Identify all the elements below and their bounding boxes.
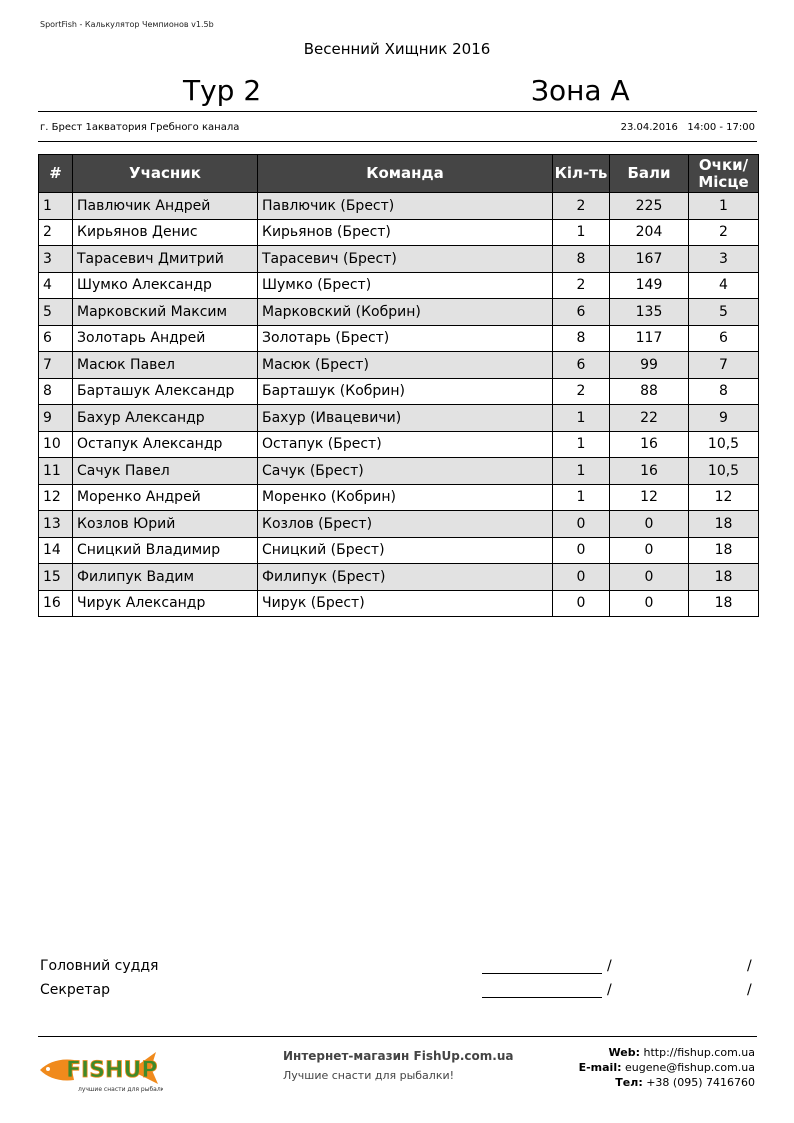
place-value: 10,5 <box>689 458 759 485</box>
catch-count: 8 <box>553 246 610 273</box>
catch-count: 0 <box>553 511 610 538</box>
points-value: 204 <box>610 219 689 246</box>
participant-name: Тарасевич Дмитрий <box>73 246 258 273</box>
team-name: Шумко (Брест) <box>258 272 553 299</box>
table-row <box>39 352 759 379</box>
team-name: Барташук (Кобрин) <box>258 378 553 405</box>
time-text: 14:00 - 17:00 <box>687 122 755 133</box>
team-name: Чирук (Брест) <box>258 590 553 617</box>
team-name: Остапук (Брест) <box>258 431 553 458</box>
table-row <box>39 272 759 299</box>
catch-count: 8 <box>553 325 610 352</box>
judge-slash-2: / <box>747 958 752 974</box>
subheader-divider <box>38 141 757 142</box>
row-number: 11 <box>39 458 73 485</box>
points-value: 0 <box>610 564 689 591</box>
points-value: 88 <box>610 378 689 405</box>
table-row <box>39 484 759 511</box>
points-value: 16 <box>610 458 689 485</box>
phone-label: Тел: <box>615 1076 643 1089</box>
place-value: 7 <box>689 352 759 379</box>
zone-title: Зона А <box>531 74 630 107</box>
participant-name: Моренко Андрей <box>73 484 258 511</box>
row-number: 13 <box>39 511 73 538</box>
row-number: 14 <box>39 537 73 564</box>
table-header-row <box>39 155 759 193</box>
email-link[interactable]: eugene@fishup.com.ua <box>624 1061 755 1074</box>
team-name: Тарасевич (Брест) <box>258 246 553 273</box>
team-name: Филипук (Брест) <box>258 564 553 591</box>
judge-label: Головний суддя <box>40 958 159 974</box>
catch-count: 2 <box>553 193 610 220</box>
row-number: 1 <box>39 193 73 220</box>
team-name: Козлов (Брест) <box>258 511 553 538</box>
date-time <box>621 122 755 133</box>
participant-name: Кирьянов Денис <box>73 219 258 246</box>
catch-count: 1 <box>553 458 610 485</box>
place-value: 18 <box>689 537 759 564</box>
tour-title: Тур 2 <box>183 74 262 107</box>
header-number: # <box>39 155 73 193</box>
points-value: 167 <box>610 246 689 273</box>
fishup-logo <box>38 1040 163 1095</box>
place-value: 18 <box>689 511 759 538</box>
points-value: 0 <box>610 537 689 564</box>
catch-count: 1 <box>553 219 610 246</box>
place-value: 18 <box>689 564 759 591</box>
catch-count: 1 <box>553 431 610 458</box>
team-name: Павлючик (Брест) <box>258 193 553 220</box>
participant-name: Филипук Вадим <box>73 564 258 591</box>
contacts-block <box>579 1045 755 1090</box>
email-contact <box>579 1060 755 1075</box>
team-name: Золотарь (Брест) <box>258 325 553 352</box>
row-number: 15 <box>39 564 73 591</box>
points-value: 0 <box>610 511 689 538</box>
team-name: Масюк (Брест) <box>258 352 553 379</box>
participant-name: Шумко Александр <box>73 272 258 299</box>
row-number: 2 <box>39 219 73 246</box>
secretary-signature-line <box>482 997 602 998</box>
phone-contact <box>579 1075 755 1090</box>
participant-name: Остапук Александр <box>73 431 258 458</box>
table-row <box>39 299 759 326</box>
participant-name: Золотарь Андрей <box>73 325 258 352</box>
place-value: 9 <box>689 405 759 432</box>
date-text: 23.04.2016 <box>620 122 678 133</box>
row-number: 6 <box>39 325 73 352</box>
row-number: 16 <box>39 590 73 617</box>
header-divider <box>38 111 757 112</box>
points-value: 16 <box>610 431 689 458</box>
place-value: 4 <box>689 272 759 299</box>
secretary-slash-2: / <box>747 982 752 998</box>
judge-signature-line <box>482 973 602 974</box>
catch-count: 0 <box>553 590 610 617</box>
footer-divider <box>38 1036 757 1037</box>
catch-count: 2 <box>553 378 610 405</box>
table-row <box>39 325 759 352</box>
table-row <box>39 564 759 591</box>
participant-name: Барташук Александр <box>73 378 258 405</box>
catch-count: 6 <box>553 299 610 326</box>
participant-name: Бахур Александр <box>73 405 258 432</box>
header-place: Очки/ Місце <box>689 155 759 193</box>
points-value: 22 <box>610 405 689 432</box>
place-value: 10,5 <box>689 431 759 458</box>
points-value: 99 <box>610 352 689 379</box>
participant-name: Чирук Александр <box>73 590 258 617</box>
table-row <box>39 405 759 432</box>
points-value: 135 <box>610 299 689 326</box>
points-value: 149 <box>610 272 689 299</box>
catch-count: 6 <box>553 352 610 379</box>
header-team: Команда <box>258 155 553 193</box>
team-name: Сницкий (Брест) <box>258 537 553 564</box>
table-row <box>39 431 759 458</box>
table-row <box>39 590 759 617</box>
header-points: Бали <box>610 155 689 193</box>
points-value: 117 <box>610 325 689 352</box>
participant-name: Сачук Павел <box>73 458 258 485</box>
participant-name: Козлов Юрий <box>73 511 258 538</box>
fish-logo-icon <box>38 1040 163 1095</box>
row-number: 7 <box>39 352 73 379</box>
shop-tagline: Лучшие снасти для рыбалки! <box>283 1069 455 1082</box>
web-link[interactable]: http://fishup.com.ua <box>643 1046 755 1059</box>
participant-name: Сницкий Владимир <box>73 537 258 564</box>
row-number: 9 <box>39 405 73 432</box>
table-row <box>39 537 759 564</box>
place-value: 1 <box>689 193 759 220</box>
team-name: Моренко (Кобрин) <box>258 484 553 511</box>
table-row <box>39 193 759 220</box>
catch-count: 2 <box>553 272 610 299</box>
judge-slash-1: / <box>607 958 612 974</box>
place-value: 3 <box>689 246 759 273</box>
row-number: 4 <box>39 272 73 299</box>
catch-count: 0 <box>553 537 610 564</box>
secretary-label: Секретар <box>40 982 110 998</box>
secretary-slash-1: / <box>607 982 612 998</box>
place-value: 2 <box>689 219 759 246</box>
app-title: SportFish - Калькулятор Чемпионов v1.5b <box>40 20 214 29</box>
place-value: 12 <box>689 484 759 511</box>
team-name: Сачук (Брест) <box>258 458 553 485</box>
logo-wordmark: FISHUP <box>66 1058 158 1083</box>
points-value: 0 <box>610 590 689 617</box>
team-name: Марковский (Кобрин) <box>258 299 553 326</box>
place-value: 6 <box>689 325 759 352</box>
table-row <box>39 246 759 273</box>
web-label: Web: <box>608 1046 641 1059</box>
row-number: 8 <box>39 378 73 405</box>
event-title: Весенний Хищник 2016 <box>303 40 491 58</box>
row-number: 5 <box>39 299 73 326</box>
table-row <box>39 378 759 405</box>
place-value: 8 <box>689 378 759 405</box>
row-number: 3 <box>39 246 73 273</box>
row-number: 10 <box>39 431 73 458</box>
logo-tagline: лучшие снасти для рыбалки <box>78 1086 163 1093</box>
location-text: г. Брест 1акватория Гребного канала <box>40 122 240 133</box>
catch-count: 1 <box>553 405 610 432</box>
phone-number: +38 (095) 7416760 <box>646 1076 755 1089</box>
team-name: Кирьянов (Брест) <box>258 219 553 246</box>
header-quantity: Кіл-ть <box>553 155 610 193</box>
table-row <box>39 458 759 485</box>
table-row <box>39 219 759 246</box>
email-label: E-mail: <box>578 1061 622 1074</box>
results-table <box>38 154 759 617</box>
catch-count: 0 <box>553 564 610 591</box>
points-value: 225 <box>610 193 689 220</box>
web-contact <box>579 1045 755 1060</box>
participant-name: Марковский Максим <box>73 299 258 326</box>
team-name: Бахур (Ивацевичи) <box>258 405 553 432</box>
place-value: 18 <box>689 590 759 617</box>
header-participant: Учасник <box>73 155 258 193</box>
points-value: 12 <box>610 484 689 511</box>
place-value: 5 <box>689 299 759 326</box>
catch-count: 1 <box>553 484 610 511</box>
participant-name: Масюк Павел <box>73 352 258 379</box>
shop-name: Интернет-магазин FishUp.com.ua <box>283 1049 514 1063</box>
row-number: 12 <box>39 484 73 511</box>
participant-name: Павлючик Андрей <box>73 193 258 220</box>
table-row <box>39 511 759 538</box>
